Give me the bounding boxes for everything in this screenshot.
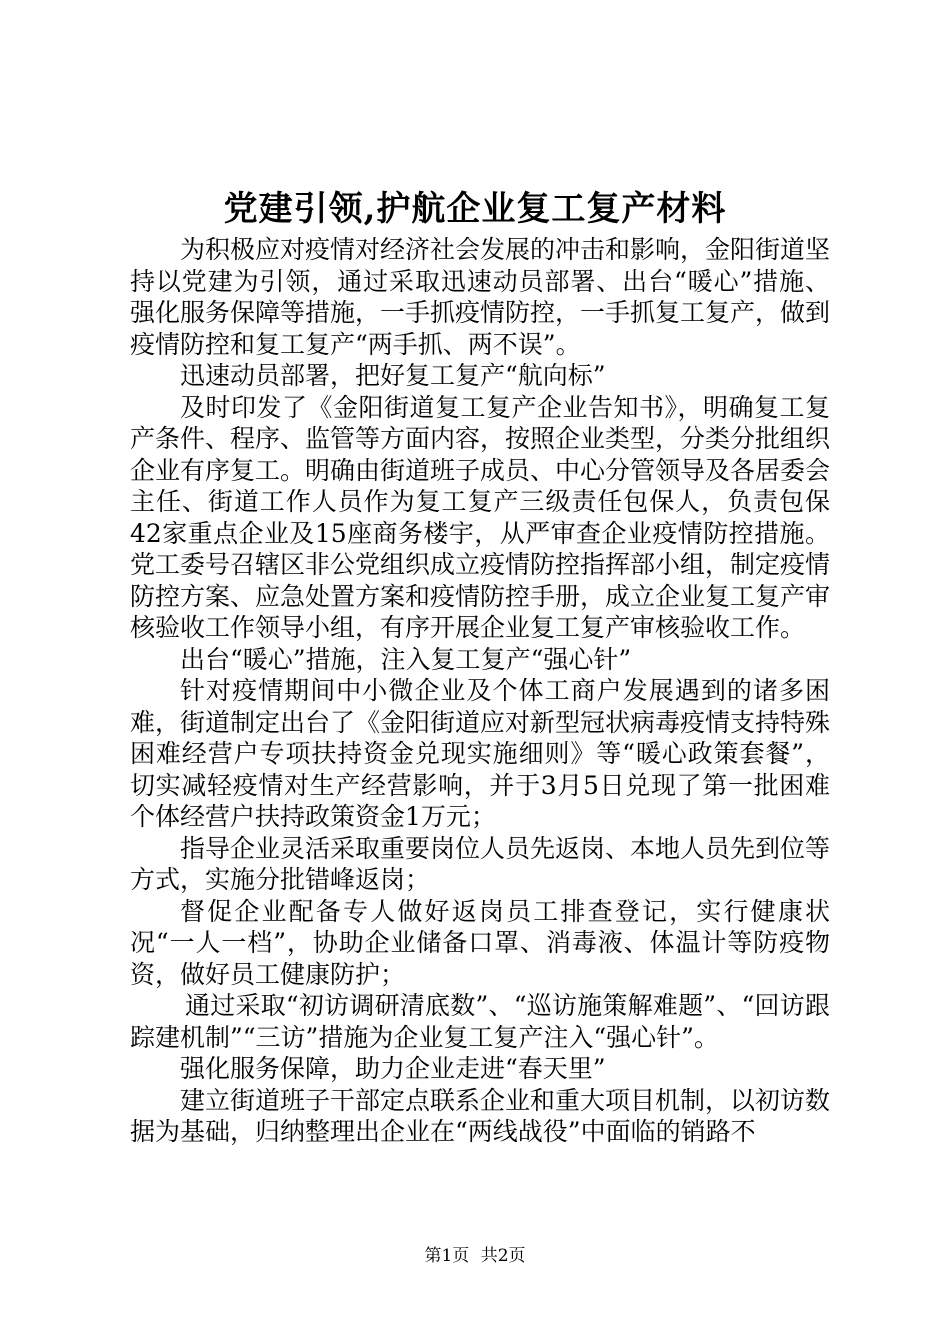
paragraph-staggered-return: 指导企业灵活采取重要岗位人员先返岗、本地人员先到位等方式，实施分批错峰返岗； xyxy=(130,833,831,894)
document-title: 党建引领,护航企业复工复产材料 xyxy=(223,189,727,229)
section-heading-warm-measures: 出台“暖心”措施，注入复工复产“强心针” xyxy=(180,644,632,674)
page-total: 共2页 xyxy=(480,1246,526,1266)
paragraph-three-visits: 通过采取“初访调研清底数”、“巡访施策解难题”、“回访跟踪建机制”“三访”措施为企业复工复产注入“强心针”。 xyxy=(130,991,830,1052)
paragraph-mobilize: 及时印发了《金阳街道复工复产企业告知书》，明确复工复产条件、程序、监管等方面内容，按照企业类型，分类分批组织企业有序复工。明确由街道班子成员、中心分管领导及各居委会主任、街道工作人员作为复工复产三级责任包保人，负责包保42家重点企业及15座商务楼宇，从严审查企业疫情防控措施。党工委号召辖区非公党组织成立疫情防控指挥部小组，制定疫情防控方案、应急处置方案和疫情防控手册，成立企业复工复产审核验收工作领导小组，有序开展企业复工复产审核验收工作。 xyxy=(130,392,831,642)
paragraph-intro: 为积极应对疫情对经济社会发展的冲击和影响，金阳街道坚持以党建为引领，通过采取迅速动员部署、出台“暖心”措施、强化服务保障等措施，一手抓疫情防控，一手抓复工复产，做到疫情防控和复工复产“两手抓、两不误”。 xyxy=(130,235,831,359)
page-number: 第1页 xyxy=(424,1246,470,1266)
section-heading-service: 强化服务保障，助力企业走进“春天里” xyxy=(180,1054,606,1083)
page-footer xyxy=(0,1244,950,1268)
section-heading-mobilize: 迅速动员部署，把好复工复产“航向标” xyxy=(180,361,606,390)
document-body xyxy=(130,234,830,1148)
paragraph-service: 建立街道班子干部定点联系企业和重大项目机制，以初访数据为基础，归纳整理出企业在“两线战役”中面临的销路不 xyxy=(130,1085,831,1146)
paragraph-warm-measures: 针对疫情期间中小微企业及个体工商户发展遇到的诸多困难，街道制定出台了《金阳街道应对新型冠状病毒疫情支持特殊困难经营户专项扶持资金兑现实施细则》等“暖心政策套餐”，切实减轻疫情对生产经营影响，并于3月5日兑现了第一批困难个体经营户扶持政策资金1万元； xyxy=(130,676,831,831)
paragraph-health-protection: 督促企业配备专人做好返岗员工排查登记，实行健康状况“一人一档”，协助企业储备口罩、消毒液、体温计等防疫物资，做好员工健康防护； xyxy=(130,896,830,989)
